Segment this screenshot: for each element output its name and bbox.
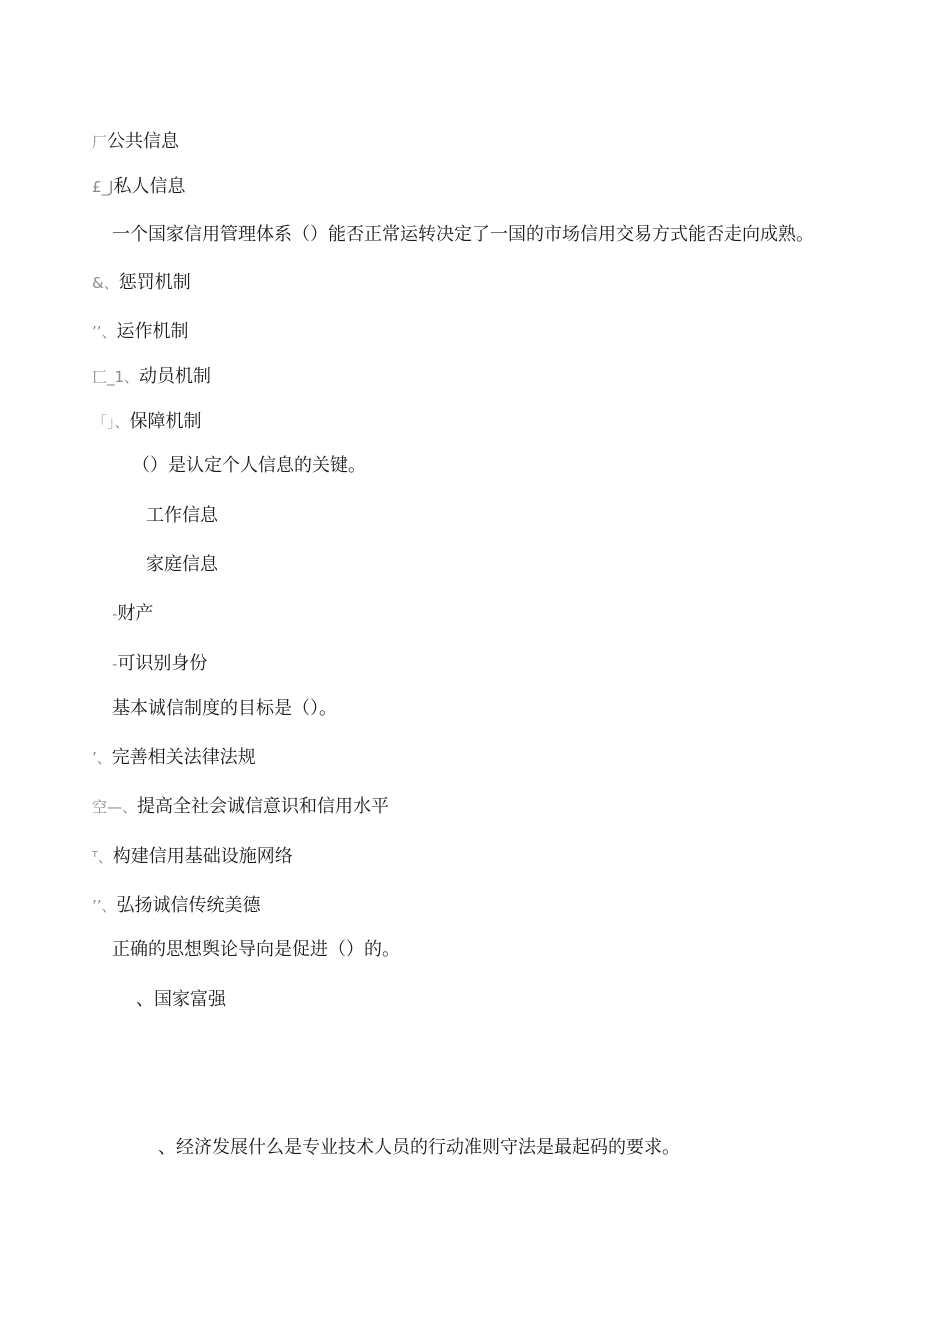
option-b bbox=[92, 796, 389, 818]
option-text: 工作信息 bbox=[146, 505, 218, 526]
option-marker: ’、 bbox=[92, 749, 112, 767]
option-text: 、经济发展什么是专业技术人员的行动准则守法是最起码的要求。 bbox=[158, 1137, 680, 1158]
option-text: 提高全社会诚信意识和信用水平 bbox=[137, 796, 390, 817]
option-b bbox=[158, 1137, 680, 1159]
option-marker: £_J bbox=[92, 178, 114, 196]
option-text: 私人信息 bbox=[113, 176, 186, 197]
option-text: 保障机制 bbox=[129, 411, 202, 432]
option-d bbox=[112, 653, 207, 675]
option-text: 、国家富强 bbox=[136, 989, 226, 1010]
question-stem: 一个国家信用管理体系（）能否正常运转决定了一国的市场信用交易方式能否走向成熟。 bbox=[112, 224, 814, 245]
option-c bbox=[92, 366, 211, 388]
option-a bbox=[146, 505, 218, 527]
question-stem: 基本诚信制度的目标是（）。 bbox=[112, 698, 337, 719]
option-marker: ’’、 bbox=[92, 323, 117, 341]
option-text: 运作机制 bbox=[116, 321, 189, 342]
option-marker: ᵀ、 bbox=[92, 848, 113, 866]
option-a bbox=[136, 989, 226, 1011]
option-d bbox=[92, 895, 261, 917]
option-d bbox=[92, 411, 202, 433]
option-text: 完善相关法律法规 bbox=[111, 747, 256, 768]
option-c bbox=[112, 603, 153, 625]
question-stem: （）是认定个人信息的关键。 bbox=[132, 455, 366, 476]
option-marker: 空—、 bbox=[92, 798, 138, 816]
option-text: 惩罚机制 bbox=[118, 272, 191, 293]
option-text: 动员机制 bbox=[139, 366, 212, 387]
option-a bbox=[92, 747, 256, 769]
option-marker: - bbox=[112, 605, 118, 623]
option-marker: ’’、 bbox=[92, 897, 117, 915]
option-text: 构建信用基础设施网络 bbox=[112, 846, 293, 867]
option-text: 弘扬诚信传统美德 bbox=[116, 895, 261, 916]
option-a bbox=[92, 272, 191, 294]
option-b bbox=[92, 321, 189, 343]
option-marker: - bbox=[112, 655, 118, 673]
option-marker: 厂 bbox=[92, 133, 108, 151]
option-d bbox=[92, 176, 185, 198]
option-marker: &、 bbox=[92, 274, 119, 292]
option-text: 公共信息 bbox=[107, 131, 180, 152]
question-stem: 正确的思想舆论导向是促进（）的。 bbox=[112, 939, 400, 960]
option-b bbox=[146, 554, 218, 576]
option-text: 财产 bbox=[117, 603, 154, 624]
option-marker: 匸_1、 bbox=[92, 368, 140, 386]
option-c bbox=[92, 846, 293, 868]
option-marker: 「」、 bbox=[92, 413, 130, 431]
option-c bbox=[92, 131, 179, 153]
option-text: 家庭信息 bbox=[146, 554, 218, 575]
option-text: 可识别身份 bbox=[117, 653, 208, 674]
